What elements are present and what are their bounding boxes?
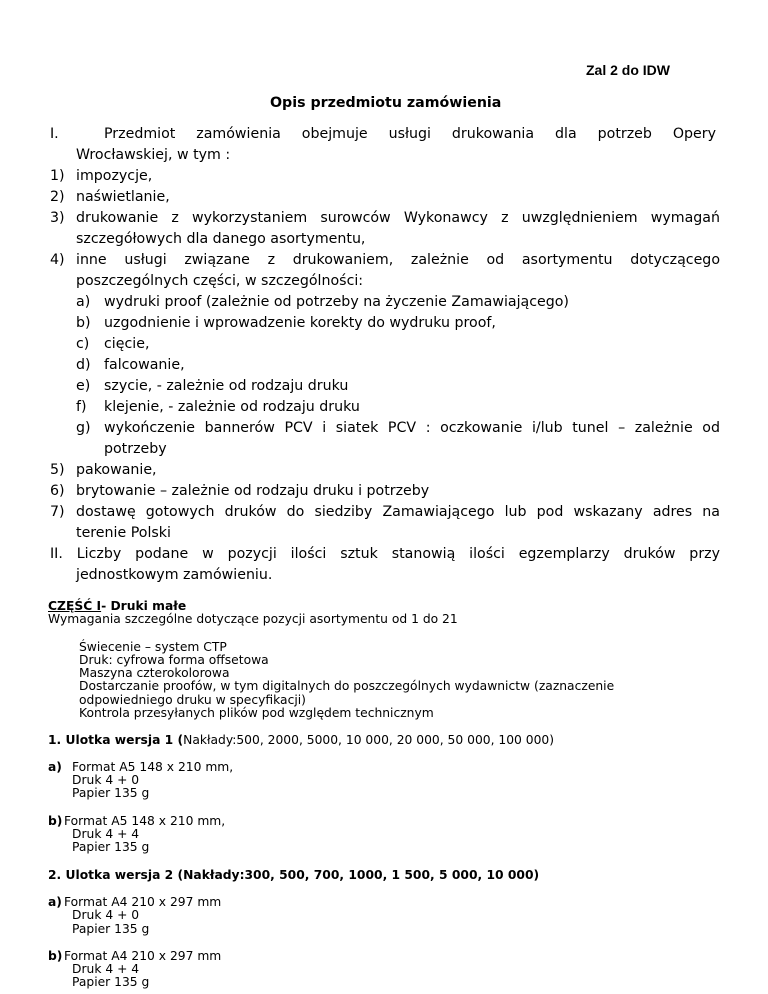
- sub-item-letter: g): [76, 420, 91, 436]
- sub-item: uzgodnienie i wprowadzenie korekty do wydruku proof,: [104, 315, 496, 331]
- requirement-item: Kontrola przesyłanych plików pod względem technicznym: [79, 705, 434, 720]
- product-1-title-runs: Nakłady:500, 2000, 5000, 10 000, 20 000, 50 000, 100 000): [183, 733, 555, 748]
- list-item-number: 2): [50, 189, 65, 205]
- sub-item-letter: e): [76, 378, 91, 394]
- list-item: impozycje,: [76, 168, 153, 184]
- variant-spec: Format A5 148 x 210 mm,: [64, 813, 226, 828]
- list-item: drukowanie z wykorzystaniem surowców Wykonawcy z uwzględnieniem wymagań: [76, 210, 720, 226]
- section-II-text-line2: jednostkowym zamówieniu.: [76, 567, 273, 583]
- product-1-title: [48, 732, 554, 748]
- list-item-number: 3): [50, 210, 65, 226]
- list-item-number: 4): [50, 252, 65, 268]
- attachment-label: Zal 2 do IDW: [586, 62, 670, 78]
- list-item: naświetlanie,: [76, 189, 170, 205]
- requirement-item: Maszyna czterokolorowa: [79, 666, 230, 681]
- variant-spec: Druk 4 + 0: [72, 773, 140, 788]
- variant-spec: Druk 4 + 4: [72, 827, 140, 842]
- sub-item-letter: c): [76, 336, 90, 352]
- list-item-continuation: szczegółowych dla danego asortymentu,: [76, 231, 366, 247]
- variant-letter: a): [48, 895, 62, 910]
- variant-spec: Papier 135 g: [72, 921, 150, 936]
- list-item-number: 6): [50, 483, 65, 499]
- variant-spec: Format A5 148 x 210 mm,: [72, 759, 234, 774]
- variant-letter: b): [48, 813, 63, 828]
- list-item: brytowanie – zależnie od rodzaju druku i potrzeby: [76, 483, 430, 499]
- sub-item: falcowanie,: [104, 357, 185, 373]
- section-I-text-line1: Przedmiot zamówienia obejmuje usługi drukowania dla potrzeb Opery: [104, 126, 716, 142]
- requirement-item: odpowiedniego druku w specyfikacji): [79, 692, 306, 707]
- list-item: inne usługi związane z drukowaniem, zależnie od asortymentu dotyczącego: [76, 252, 720, 268]
- sub-item: wydruki proof (zależnie od potrzeby na życzenie Zamawiającego): [104, 294, 569, 310]
- list-item-number: 5): [50, 462, 65, 478]
- variant-spec: Papier 135 g: [72, 786, 150, 801]
- variant-letter: b): [48, 948, 63, 963]
- requirement-item: Druk: cyfrowa forma offsetowa: [79, 652, 269, 667]
- part-heading-number: CZĘŚĆ I: [48, 599, 102, 613]
- part-heading-title: - Druki małe: [101, 599, 187, 613]
- variant-spec: Format A4 210 x 297 mm: [64, 895, 222, 910]
- section-I-text-line2: Wrocławskiej, w tym :: [76, 147, 231, 163]
- sub-item-continuation: potrzeby: [104, 441, 167, 457]
- page-title: Opis przedmiotu zamówienia: [270, 95, 502, 111]
- variant-letter: a): [48, 759, 62, 774]
- list-item: pakowanie,: [76, 462, 157, 478]
- sub-item: cięcie,: [104, 336, 150, 352]
- list-item-continuation: terenie Polski: [76, 525, 171, 541]
- product-2-title: 2. Ulotka wersja 2 (Nakłady:300, 500, 700, 1000, 1 500, 5 000, 10 000): [48, 867, 540, 882]
- sub-item: wykończenie bannerów PCV i siatek PCV : oczkowanie i/lub tunel – zależnie od: [104, 420, 720, 436]
- list-item-continuation: poszczególnych części, w szczególności:: [76, 273, 364, 289]
- list-item: dostawę gotowych druków do siedziby Zamawiającego lub pod wskazany adres na: [76, 504, 720, 520]
- variant-spec: Format A4 210 x 297 mm: [64, 948, 222, 963]
- variant-spec: Druk 4 + 4: [72, 962, 140, 977]
- requirement-item: Świecenie – system CTP: [79, 639, 227, 654]
- section-I-number: I.: [50, 126, 59, 142]
- list-item-number: 1): [50, 168, 65, 184]
- list-item-number: 7): [50, 504, 65, 520]
- sub-item-letter: b): [76, 315, 91, 331]
- sub-item: szycie, - zależnie od rodzaju druku: [104, 378, 349, 394]
- variant-spec: Papier 135 g: [72, 975, 150, 990]
- sub-item-letter: d): [76, 357, 91, 373]
- sub-item-letter: f): [76, 399, 87, 415]
- variant-spec: Papier 135 g: [72, 840, 150, 855]
- sub-item-letter: a): [76, 294, 91, 310]
- section-II-text-line1: II. Liczby podane w pozycji ilości sztuk stanowią ilości egzemplarzy druków przy: [50, 546, 720, 562]
- product-1-title-bold: 1. Ulotka wersja 1 (: [48, 733, 184, 748]
- requirement-item: Dostarczanie proofów, w tym digitalnych do poszczególnych wydawnictw (zaznaczenie: [79, 679, 615, 694]
- sub-item: klejenie, - zależnie od rodzaju druku: [104, 399, 360, 415]
- part-subheading: Wymagania szczególne dotyczące pozycji asortymentu od 1 do 21: [48, 612, 458, 627]
- variant-spec: Druk 4 + 0: [72, 908, 140, 923]
